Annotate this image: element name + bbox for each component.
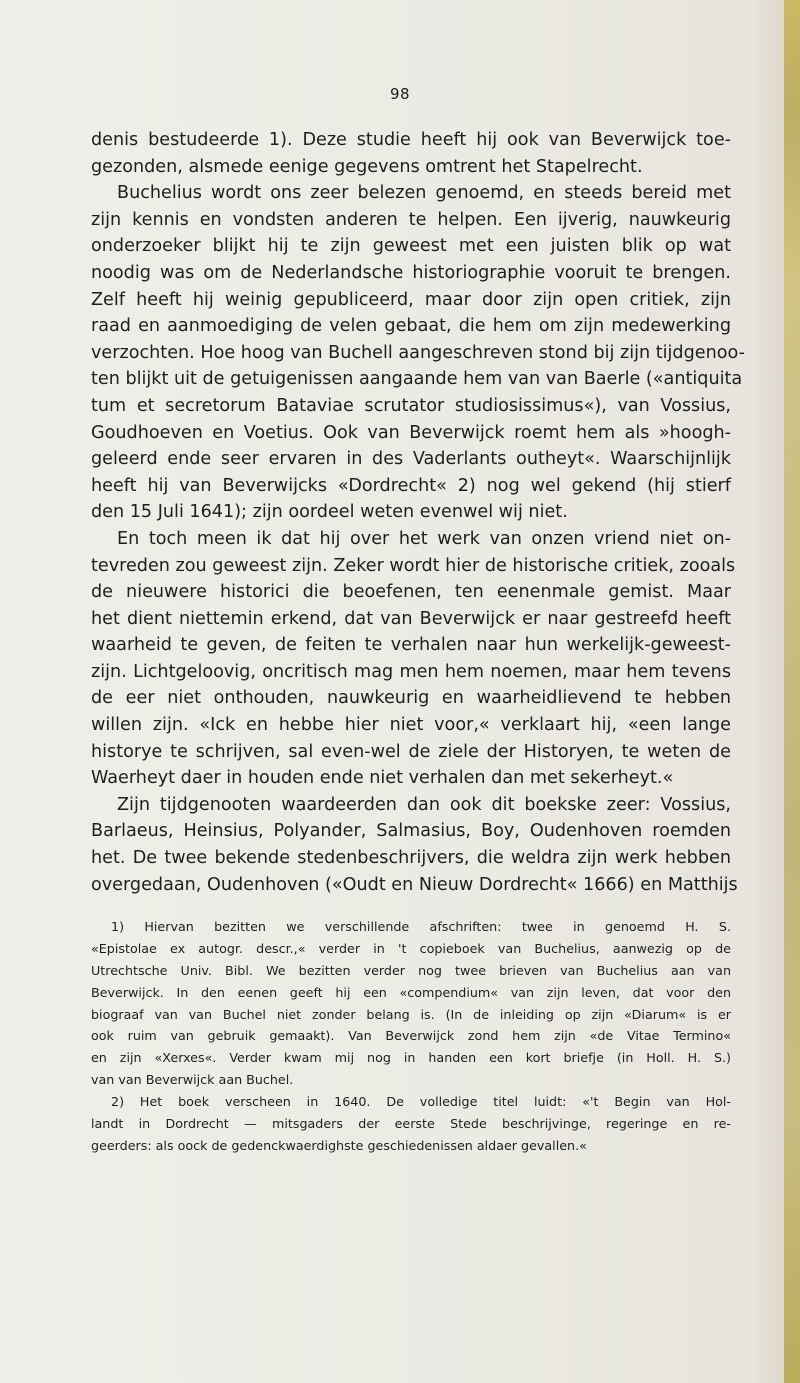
text-line: geleerd ende seer ervaren in des Vaderlants outheyt«. Waarschijnlijk [91,449,731,470]
footnote-line: ook ruim van gebruik gemaakt). Van Beverwijck zond hem zijn «de Vitae Termino« [91,1028,731,1044]
text-line: de eer niet onthouden, nauwkeurig en waarheidlievend te hebben [91,688,731,709]
footnote-line: landt in Dordrecht — mitsgaders der eerste Stede beschrijvinge, regeringe en re- [91,1116,731,1132]
text-line: Waerheyt daer in houden ende niet verhalen dan met sekerheyt.« [91,768,674,789]
text-line: Buchelius wordt ons zeer belezen genoemd, en steeds bereid met [117,183,731,204]
text-line: onderzoeker blijkt hij te zijn geweest met een juisten blik op wat [91,236,731,257]
text-line: den 15 Juli 1641); zijn oordeel weten evenwel wij niet. [91,502,568,523]
footnote-line: Beverwijck. In den eenen geeft hij een «compendium« van zijn leven, dat voor den [91,984,731,1000]
footnotes [91,916,731,1157]
text-line: zijn. Lichtgeloovig, oncritisch mag men hem noemen, maar hem tevens [91,661,731,682]
text-line: gezonden, alsmede eenige gegevens omtrent het Stapelrecht. [91,156,643,177]
text-line: Zijn tijdgenooten waardeerden dan ook dit boekske zeer: Vossius, [117,794,731,815]
text-line: historye te schrijven, sal even-wel de ziele der Historyen, te weten de [91,741,731,762]
footnote-line: 1) Hiervan bezitten we verschillende afschriften: twee in genoemd H. S. [111,919,731,934]
footnote-line: Utrechtsche Univ. Bibl. We bezitten verder nog twee brieven van Buchelius aan van [91,962,731,978]
text-line: waarheid te geven, de feiten te verhalen naar hun werkelijk-geweest- [91,635,731,656]
footnote-line: van van Beverwijck aan Buchel. [91,1072,294,1088]
text-line: overgedaan, Oudenhoven («Oudt en Nieuw Dordrecht« 1666) en Matthijs [91,874,738,895]
text-line: het. De twee bekende stedenbeschrijvers, die weldra zijn werk hebben [91,848,731,869]
text-line: ten blijkt uit de getuigenissen aangaande hem van van Baerle («antiquita [91,369,743,390]
text-line: Goudhoeven en Voetius. Ook van Beverwijck roemt hem als »hoogh- [91,422,731,443]
text-line: Barlaeus, Heinsius, Polyander, Salmasius, Boy, Oudenhoven roemden [91,821,731,842]
text-line: denis bestudeerde 1). Deze studie heeft hij ook van Beverwijck toe- [91,130,731,150]
text-line: noodig was om de Nederlandsche historiographie vooruit te brengen. [91,262,731,283]
text-line: verzochten. Hoe hoog van Buchell aangeschreven stond bij zijn tijdgenoo- [91,342,745,363]
page-number: 98 [389,85,411,103]
footnote-line: geerders: als oock de gedenckwaerdighste geschiedenissen aldaer gevallen.« [91,1137,587,1153]
footnote-line: 2) Het boek verscheen in 1640. De volledige titel luidt: «'t Begin van Hol- [111,1094,731,1110]
text-line: de nieuwere historici die beoefenen, ten eenenmale gemist. Maar [91,582,731,603]
text-line: tevreden zou geweest zijn. Zeker wordt hier de historische critiek, zooals [91,555,736,576]
body-text [91,127,745,898]
text-line: En toch meen ik dat hij over het werk van onzen vriend niet on- [117,528,731,549]
page-edge-discoloration [784,0,800,1383]
footnote-line: en zijn «Xerxes«. Verder kwam mij nog in handen een kort briefje (in Holl. H. S.) [91,1050,731,1066]
text-line: tum et secretorum Bataviae scrutator studiosissimus«), van Vossius, [91,395,731,416]
text-line: willen zijn. «Ick en hebbe hier niet voor,« verklaart hij, «een lange [91,715,731,736]
text-line: heeft hij van Beverwijcks «Dordrecht« 2) nog wel gekend (hij stierf [91,475,731,496]
footnote-line: «Epistolae ex autogr. descr.,« verder in 't copieboek van Buchelius, aanwezig op de [91,940,731,956]
text-line: het dient niettemin erkend, dat van Beverwijck er naar gestreefd heeft [91,608,731,629]
text-line: raad en aanmoediging de velen gebaat, die hem om zijn medewerking [91,316,731,337]
text-line: zijn kennis en vondsten anderen te helpen. Een ijverig, nauwkeurig [91,209,731,230]
text-line: Zelf heeft hij weinig gepubliceerd, maar door zijn open critiek, zijn [91,289,731,310]
footnote-line: biograaf van van Buchel niet zonder belang is. (In de inleiding op zijn «Diarum« is er [91,1006,731,1022]
